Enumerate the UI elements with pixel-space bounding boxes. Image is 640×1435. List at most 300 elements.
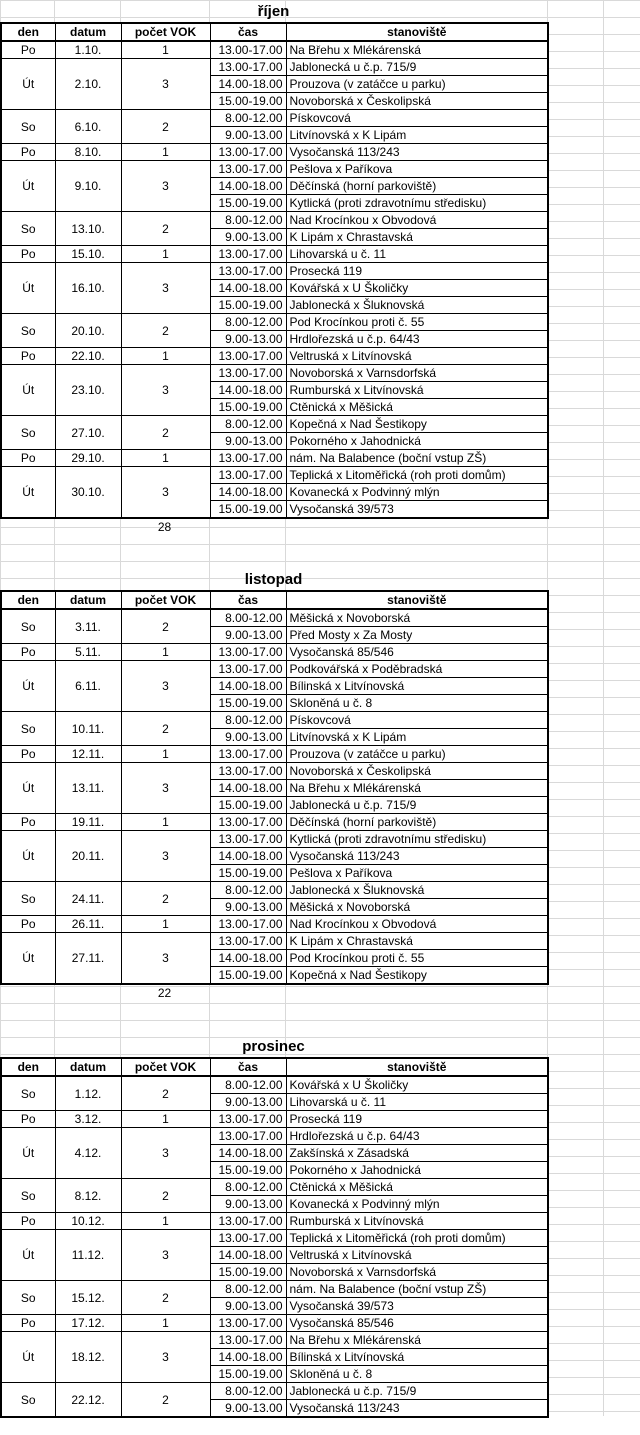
- time-cell[interactable]: 13.00-17.00: [210, 831, 286, 848]
- day-cell[interactable]: So: [1, 1281, 55, 1315]
- location-cell[interactable]: Pešlova x Paříkova: [286, 865, 548, 882]
- date-cell[interactable]: 5.11.: [55, 644, 121, 661]
- location-cell[interactable]: Hrdlořezská u č.p. 64/43: [286, 331, 548, 348]
- day-cell[interactable]: Út: [1, 365, 55, 416]
- count-cell[interactable]: 2: [121, 110, 210, 144]
- date-cell[interactable]: 10.12.: [55, 1213, 121, 1230]
- table-row: [1, 1281, 548, 1298]
- date-cell[interactable]: 6.10.: [55, 110, 121, 144]
- count-cell[interactable]: 1: [121, 348, 210, 365]
- time-cell[interactable]: 8.00-12.00: [210, 1383, 286, 1400]
- location-cell[interactable]: Litvínovská x K Lipám: [286, 729, 548, 746]
- table-row: [1, 1315, 548, 1332]
- time-cell[interactable]: 13.00-17.00: [210, 1332, 286, 1349]
- location-cell[interactable]: Rumburská x Litvínovská: [286, 1213, 548, 1230]
- table-row: [1, 661, 548, 678]
- day-cell[interactable]: Út: [1, 831, 55, 882]
- location-cell[interactable]: Veltruská x Litvínovská: [286, 348, 548, 365]
- table-row: [1, 1230, 548, 1247]
- time-cell[interactable]: 9.00-13.00: [210, 1400, 286, 1418]
- header-location[interactable]: stanoviště: [286, 23, 548, 41]
- location-cell[interactable]: Teplická x Litoměřická (roh proti domům): [286, 467, 548, 484]
- location-cell[interactable]: Litvínovská x K Lipám: [286, 127, 548, 144]
- location-cell[interactable]: Ctěnická x Měšická: [286, 1179, 548, 1196]
- location-cell[interactable]: Pod Krocínkou proti č. 55: [286, 314, 548, 331]
- location-cell[interactable]: Pokorného x Jahodnická: [286, 433, 548, 450]
- location-cell[interactable]: Lihovarská u č. 11: [286, 246, 548, 263]
- time-cell[interactable]: 14.00-18.00: [210, 848, 286, 865]
- location-cell[interactable]: Jablonecká x Šluknovská: [286, 882, 548, 899]
- location-cell[interactable]: Jablonecká u č.p. 715/9: [286, 797, 548, 814]
- location-cell[interactable]: Vysočanská 113/243: [286, 1400, 548, 1418]
- date-cell[interactable]: 9.10.: [55, 161, 121, 212]
- count-cell[interactable]: 2: [121, 416, 210, 450]
- day-cell[interactable]: So: [1, 110, 55, 144]
- day-cell[interactable]: Út: [1, 661, 55, 712]
- day-cell[interactable]: Út: [1, 763, 55, 814]
- day-cell[interactable]: Po: [1, 41, 55, 59]
- time-cell[interactable]: 13.00-17.00: [210, 1213, 286, 1230]
- time-cell[interactable]: 9.00-13.00: [210, 229, 286, 246]
- location-cell[interactable]: Prouzova (v zatáčce u parku): [286, 76, 548, 93]
- date-cell[interactable]: 11.12.: [55, 1230, 121, 1281]
- day-cell[interactable]: So: [1, 1383, 55, 1418]
- count-cell[interactable]: 1: [121, 746, 210, 763]
- location-cell[interactable]: Bílinská x Litvínovská: [286, 1349, 548, 1366]
- location-cell[interactable]: K Lipám x Chrastavská: [286, 229, 548, 246]
- date-cell[interactable]: 13.10.: [55, 212, 121, 246]
- table-row: [1, 1111, 548, 1128]
- table-row: [1, 814, 548, 831]
- header-count[interactable]: počet VOK: [121, 1058, 210, 1076]
- month-title[interactable]: listopad: [244, 571, 303, 588]
- date-cell[interactable]: 8.10.: [55, 144, 121, 161]
- location-cell[interactable]: Kovářská x U Školičky: [286, 1076, 548, 1094]
- schedule-table: [0, 22, 549, 519]
- table-row: [1, 212, 548, 229]
- date-cell[interactable]: 20.10.: [55, 314, 121, 348]
- date-cell[interactable]: 3.11.: [55, 609, 121, 644]
- table-row: [1, 41, 548, 59]
- location-cell[interactable]: Prosecká 119: [286, 263, 548, 280]
- time-cell[interactable]: 15.00-19.00: [210, 195, 286, 212]
- location-cell[interactable]: Novoborská x Varnsdorfská: [286, 365, 548, 382]
- table-row: [1, 263, 548, 280]
- date-cell[interactable]: 22.12.: [55, 1383, 121, 1418]
- time-cell[interactable]: 15.00-19.00: [210, 1162, 286, 1179]
- header-location[interactable]: stanoviště: [286, 591, 548, 609]
- time-cell[interactable]: 15.00-19.00: [210, 967, 286, 985]
- day-cell[interactable]: Út: [1, 1230, 55, 1281]
- count-cell[interactable]: 1: [121, 450, 210, 467]
- header-row: [1, 1058, 548, 1076]
- time-cell[interactable]: 15.00-19.00: [210, 1366, 286, 1383]
- count-cell[interactable]: 3: [121, 831, 210, 882]
- table-row: [1, 1179, 548, 1196]
- day-cell[interactable]: Po: [1, 1315, 55, 1332]
- header-date[interactable]: datum: [55, 1058, 121, 1076]
- time-cell[interactable]: 13.00-17.00: [210, 916, 286, 933]
- count-cell[interactable]: 2: [121, 1179, 210, 1213]
- count-cell[interactable]: 3: [121, 933, 210, 985]
- count-cell[interactable]: 3: [121, 59, 210, 110]
- header-row: [1, 591, 548, 609]
- table-row: [1, 763, 548, 780]
- date-cell[interactable]: 27.11.: [55, 933, 121, 985]
- location-cell[interactable]: Před Mosty x Za Mosty: [286, 627, 548, 644]
- location-cell[interactable]: Děčínská (horní parkoviště): [286, 814, 548, 831]
- count-cell[interactable]: 1: [121, 246, 210, 263]
- count-cell[interactable]: 3: [121, 1128, 210, 1179]
- time-cell[interactable]: 8.00-12.00: [210, 212, 286, 229]
- location-cell[interactable]: Na Břehu x Mlékárenská: [286, 1332, 548, 1349]
- count-cell[interactable]: 3: [121, 1230, 210, 1281]
- location-cell[interactable]: Novoborská x Českolipská: [286, 93, 548, 110]
- time-cell[interactable]: 9.00-13.00: [210, 1298, 286, 1315]
- time-cell[interactable]: 15.00-19.00: [210, 1264, 286, 1281]
- time-cell[interactable]: 13.00-17.00: [210, 1315, 286, 1332]
- count-cell[interactable]: 2: [121, 314, 210, 348]
- time-cell[interactable]: 13.00-17.00: [210, 644, 286, 661]
- time-cell[interactable]: 13.00-17.00: [210, 263, 286, 280]
- time-cell[interactable]: 14.00-18.00: [210, 76, 286, 93]
- day-cell[interactable]: Po: [1, 814, 55, 831]
- location-cell[interactable]: Novoborská x Varnsdorfská: [286, 1264, 548, 1281]
- month-total-cell[interactable]: [120, 1418, 209, 1435]
- location-cell[interactable]: Nad Krocínkou x Obvodová: [286, 212, 548, 229]
- header-date[interactable]: datum: [55, 23, 121, 41]
- count-cell[interactable]: 1: [121, 1213, 210, 1230]
- time-cell[interactable]: 13.00-17.00: [210, 246, 286, 263]
- day-cell[interactable]: Po: [1, 450, 55, 467]
- table-row: [1, 467, 548, 484]
- time-cell[interactable]: 13.00-17.00: [210, 1230, 286, 1247]
- count-cell[interactable]: 3: [121, 161, 210, 212]
- table-row: [1, 246, 548, 263]
- time-cell[interactable]: 13.00-17.00: [210, 814, 286, 831]
- day-cell[interactable]: Po: [1, 644, 55, 661]
- location-cell[interactable]: nám. Na Balabence (boční vstup ZŠ): [286, 1281, 548, 1298]
- table-row: [1, 1213, 548, 1230]
- location-cell[interactable]: Pokorného x Jahodnická: [286, 1162, 548, 1179]
- header-day[interactable]: den: [1, 591, 55, 609]
- location-cell[interactable]: Podkovářská x Poděbradská: [286, 661, 548, 678]
- date-cell[interactable]: 12.11.: [55, 746, 121, 763]
- day-cell[interactable]: Út: [1, 263, 55, 314]
- count-cell[interactable]: 1: [121, 1111, 210, 1128]
- count-cell[interactable]: 3: [121, 763, 210, 814]
- count-cell[interactable]: 1: [121, 916, 210, 933]
- time-cell[interactable]: 13.00-17.00: [210, 161, 286, 178]
- location-cell[interactable]: Jablonecká x Šluknovská: [286, 297, 548, 314]
- time-cell[interactable]: 9.00-13.00: [210, 729, 286, 746]
- location-cell[interactable]: Teplická x Litoměřická (roh proti domům): [286, 1230, 548, 1247]
- date-cell[interactable]: 8.12.: [55, 1179, 121, 1213]
- count-cell[interactable]: 1: [121, 644, 210, 661]
- header-time[interactable]: čas: [210, 591, 286, 609]
- date-cell[interactable]: 18.12.: [55, 1332, 121, 1383]
- table-row: [1, 450, 548, 467]
- count-cell[interactable]: 3: [121, 263, 210, 314]
- day-cell[interactable]: Po: [1, 348, 55, 365]
- month-total-cell[interactable]: 28: [157, 520, 172, 534]
- time-cell[interactable]: 8.00-12.00: [210, 712, 286, 729]
- table-row: [1, 933, 548, 950]
- time-cell[interactable]: 8.00-12.00: [210, 1179, 286, 1196]
- count-cell[interactable]: 3: [121, 1332, 210, 1383]
- location-cell[interactable]: Rumburská x Litvínovská: [286, 382, 548, 399]
- location-cell[interactable]: Nad Krocínkou x Obvodová: [286, 916, 548, 933]
- time-cell[interactable]: 14.00-18.00: [210, 950, 286, 967]
- header-date[interactable]: datum: [55, 591, 121, 609]
- location-cell[interactable]: Kytlická (proti zdravotnímu středisku): [286, 831, 548, 848]
- time-cell[interactable]: 15.00-19.00: [210, 797, 286, 814]
- location-cell[interactable]: Pískovcová: [286, 712, 548, 729]
- time-cell[interactable]: 15.00-19.00: [210, 501, 286, 519]
- count-cell[interactable]: 1: [121, 814, 210, 831]
- date-cell[interactable]: 15.10.: [55, 246, 121, 263]
- table-row: [1, 1128, 548, 1145]
- table-row: [1, 831, 548, 848]
- month-total-cell[interactable]: 22: [157, 986, 172, 1000]
- time-cell[interactable]: 14.00-18.00: [210, 484, 286, 501]
- count-cell[interactable]: 1: [121, 144, 210, 161]
- location-cell[interactable]: Pod Krocínkou proti č. 55: [286, 950, 548, 967]
- header-day[interactable]: den: [1, 1058, 55, 1076]
- date-cell[interactable]: 3.12.: [55, 1111, 121, 1128]
- location-cell[interactable]: Kytlická (proti zdravotnímu středisku): [286, 195, 548, 212]
- date-cell[interactable]: 13.11.: [55, 763, 121, 814]
- location-cell[interactable]: Vysočanská 85/546: [286, 1315, 548, 1332]
- location-cell[interactable]: Prouzova (v zatáčce u parku): [286, 746, 548, 763]
- time-cell[interactable]: 9.00-13.00: [210, 899, 286, 916]
- location-cell[interactable]: Vysočanská 39/573: [286, 1298, 548, 1315]
- table-row: [1, 416, 548, 433]
- location-cell[interactable]: Skloněná u č. 8: [286, 1366, 548, 1383]
- time-cell[interactable]: 15.00-19.00: [210, 297, 286, 314]
- time-cell[interactable]: 9.00-13.00: [210, 1196, 286, 1213]
- time-cell[interactable]: 14.00-18.00: [210, 280, 286, 297]
- count-cell[interactable]: 2: [121, 609, 210, 644]
- day-cell[interactable]: So: [1, 1179, 55, 1213]
- header-time[interactable]: čas: [210, 23, 286, 41]
- day-cell[interactable]: Po: [1, 916, 55, 933]
- header-row: [1, 23, 548, 41]
- date-cell[interactable]: 29.10.: [55, 450, 121, 467]
- time-cell[interactable]: 13.00-17.00: [210, 1111, 286, 1128]
- date-cell[interactable]: 27.10.: [55, 416, 121, 450]
- time-cell[interactable]: 9.00-13.00: [210, 433, 286, 450]
- location-cell[interactable]: nám. Na Balabence (boční vstup ZŠ): [286, 450, 548, 467]
- header-count[interactable]: počet VOK: [121, 591, 210, 609]
- time-cell[interactable]: 8.00-12.00: [210, 609, 286, 627]
- date-cell[interactable]: 15.12.: [55, 1281, 121, 1315]
- date-cell[interactable]: 16.10.: [55, 263, 121, 314]
- time-cell[interactable]: 14.00-18.00: [210, 1247, 286, 1264]
- location-cell[interactable]: Měšická x Novoborská: [286, 899, 548, 916]
- location-cell[interactable]: Kovanecká x Podvinný mlýn: [286, 484, 548, 501]
- table-row: [1, 110, 548, 127]
- location-cell[interactable]: Pískovcová: [286, 110, 548, 127]
- table-row: [1, 161, 548, 178]
- location-cell[interactable]: Bílinská x Litvínovská: [286, 678, 548, 695]
- day-cell[interactable]: Út: [1, 933, 55, 985]
- day-cell[interactable]: So: [1, 212, 55, 246]
- time-cell[interactable]: 13.00-17.00: [210, 450, 286, 467]
- location-cell[interactable]: Jablonecká u č.p. 715/9: [286, 59, 548, 76]
- time-cell[interactable]: 15.00-19.00: [210, 865, 286, 882]
- time-cell[interactable]: 8.00-12.00: [210, 882, 286, 899]
- time-cell[interactable]: 13.00-17.00: [210, 41, 286, 59]
- time-cell[interactable]: 15.00-19.00: [210, 695, 286, 712]
- date-cell[interactable]: 24.11.: [55, 882, 121, 916]
- date-cell[interactable]: 2.10.: [55, 59, 121, 110]
- time-cell[interactable]: 13.00-17.00: [210, 59, 286, 76]
- time-cell[interactable]: 14.00-18.00: [210, 178, 286, 195]
- location-cell[interactable]: Kovářská x U Školičky: [286, 280, 548, 297]
- location-cell[interactable]: Na Břehu x Mlékárenská: [286, 780, 548, 797]
- time-cell[interactable]: 13.00-17.00: [210, 467, 286, 484]
- time-cell[interactable]: 9.00-13.00: [210, 127, 286, 144]
- day-cell[interactable]: Út: [1, 59, 55, 110]
- header-day[interactable]: den: [1, 23, 55, 41]
- location-cell[interactable]: K Lipám x Chrastavská: [286, 933, 548, 950]
- location-cell[interactable]: Vysočanská 113/243: [286, 848, 548, 865]
- time-cell[interactable]: 13.00-17.00: [210, 763, 286, 780]
- count-cell[interactable]: 1: [121, 41, 210, 59]
- count-cell[interactable]: 1: [121, 1315, 210, 1332]
- time-cell[interactable]: 8.00-12.00: [210, 416, 286, 433]
- location-cell[interactable]: Hrdlořezská u č.p. 64/43: [286, 1128, 548, 1145]
- time-cell[interactable]: 9.00-13.00: [210, 627, 286, 644]
- day-cell[interactable]: Po: [1, 746, 55, 763]
- location-cell[interactable]: Ctěnická x Měšická: [286, 399, 548, 416]
- day-cell[interactable]: So: [1, 314, 55, 348]
- time-cell[interactable]: 14.00-18.00: [210, 1349, 286, 1366]
- count-cell[interactable]: 2: [121, 1281, 210, 1315]
- date-cell[interactable]: 17.12.: [55, 1315, 121, 1332]
- time-cell[interactable]: 13.00-17.00: [210, 661, 286, 678]
- header-count[interactable]: počet VOK: [121, 23, 210, 41]
- location-cell[interactable]: Vysočanská 39/573: [286, 501, 548, 519]
- location-cell[interactable]: Pešlova x Paříkova: [286, 161, 548, 178]
- table-row: [1, 609, 548, 627]
- table-row: [1, 59, 548, 76]
- table-row: [1, 1076, 548, 1094]
- day-cell[interactable]: So: [1, 416, 55, 450]
- time-cell[interactable]: 9.00-13.00: [210, 1094, 286, 1111]
- time-cell[interactable]: 8.00-12.00: [210, 1281, 286, 1298]
- day-cell[interactable]: So: [1, 609, 55, 644]
- time-cell[interactable]: 14.00-18.00: [210, 678, 286, 695]
- time-cell[interactable]: 13.00-17.00: [210, 746, 286, 763]
- day-cell[interactable]: Út: [1, 161, 55, 212]
- date-cell[interactable]: 22.10.: [55, 348, 121, 365]
- count-cell[interactable]: 2: [121, 1383, 210, 1418]
- day-cell[interactable]: Út: [1, 467, 55, 519]
- time-cell[interactable]: 14.00-18.00: [210, 1145, 286, 1162]
- table-row: [1, 644, 548, 661]
- location-cell[interactable]: Zakšínská x Zásadská: [286, 1145, 548, 1162]
- date-cell[interactable]: 20.11.: [55, 831, 121, 882]
- count-cell[interactable]: 3: [121, 467, 210, 519]
- time-cell[interactable]: 13.00-17.00: [210, 348, 286, 365]
- location-cell[interactable]: Kopečná x Nad Šestikopy: [286, 967, 548, 985]
- location-cell[interactable]: Vysočanská 113/243: [286, 144, 548, 161]
- table-row: [1, 314, 548, 331]
- count-cell[interactable]: 3: [121, 365, 210, 416]
- time-cell[interactable]: 13.00-17.00: [210, 365, 286, 382]
- date-cell[interactable]: 4.12.: [55, 1128, 121, 1179]
- count-cell[interactable]: 2: [121, 712, 210, 746]
- count-cell[interactable]: 2: [121, 1076, 210, 1111]
- day-cell[interactable]: So: [1, 882, 55, 916]
- date-cell[interactable]: 30.10.: [55, 467, 121, 519]
- day-cell[interactable]: Po: [1, 246, 55, 263]
- day-cell[interactable]: So: [1, 1076, 55, 1111]
- location-cell[interactable]: Děčínská (horní parkoviště): [286, 178, 548, 195]
- location-cell[interactable]: Prosecká 119: [286, 1111, 548, 1128]
- date-cell[interactable]: 23.10.: [55, 365, 121, 416]
- time-cell[interactable]: 9.00-13.00: [210, 331, 286, 348]
- location-cell[interactable]: Kopečná x Nad Šestikopy: [286, 416, 548, 433]
- time-cell[interactable]: 8.00-12.00: [210, 110, 286, 127]
- time-cell[interactable]: 13.00-17.00: [210, 933, 286, 950]
- count-cell[interactable]: 2: [121, 882, 210, 916]
- date-cell[interactable]: 10.11.: [55, 712, 121, 746]
- month-title[interactable]: říjen: [257, 3, 290, 20]
- header-time[interactable]: čas: [210, 1058, 286, 1076]
- day-cell[interactable]: Po: [1, 144, 55, 161]
- count-cell[interactable]: 2: [121, 212, 210, 246]
- time-cell[interactable]: 15.00-19.00: [210, 93, 286, 110]
- time-cell[interactable]: 8.00-12.00: [210, 314, 286, 331]
- day-cell[interactable]: Út: [1, 1332, 55, 1383]
- location-cell[interactable]: Skloněná u č. 8: [286, 695, 548, 712]
- date-cell[interactable]: 6.11.: [55, 661, 121, 712]
- location-cell[interactable]: Na Břehu x Mlékárenská: [286, 41, 548, 59]
- date-cell[interactable]: 1.12.: [55, 1076, 121, 1111]
- schedule-table: [0, 1057, 549, 1418]
- table-row: [1, 144, 548, 161]
- day-cell[interactable]: Po: [1, 1111, 55, 1128]
- date-cell[interactable]: 19.11.: [55, 814, 121, 831]
- time-cell[interactable]: 13.00-17.00: [210, 1128, 286, 1145]
- time-cell[interactable]: 8.00-12.00: [210, 1076, 286, 1094]
- header-location[interactable]: stanoviště: [286, 1058, 548, 1076]
- time-cell[interactable]: 14.00-18.00: [210, 382, 286, 399]
- day-cell[interactable]: Po: [1, 1213, 55, 1230]
- time-cell[interactable]: 13.00-17.00: [210, 144, 286, 161]
- count-cell[interactable]: 3: [121, 661, 210, 712]
- location-cell[interactable]: Kovanecká x Podvinný mlýn: [286, 1196, 548, 1213]
- location-cell[interactable]: Lihovarská u č. 11: [286, 1094, 548, 1111]
- location-cell[interactable]: Novoborská x Českolipská: [286, 763, 548, 780]
- date-cell[interactable]: 26.11.: [55, 916, 121, 933]
- month-title[interactable]: prosinec: [242, 1038, 305, 1055]
- schedule-table: [0, 590, 549, 985]
- table-row: [1, 1332, 548, 1349]
- location-cell[interactable]: Veltruská x Litvínovská: [286, 1247, 548, 1264]
- time-cell[interactable]: 15.00-19.00: [210, 399, 286, 416]
- location-cell[interactable]: Měšická x Novoborská: [286, 609, 548, 627]
- day-cell[interactable]: So: [1, 712, 55, 746]
- time-cell[interactable]: 14.00-18.00: [210, 780, 286, 797]
- location-cell[interactable]: Vysočanská 85/546: [286, 644, 548, 661]
- date-cell[interactable]: 1.10.: [55, 41, 121, 59]
- location-cell[interactable]: Jablonecká u č.p. 715/9: [286, 1383, 548, 1400]
- day-cell[interactable]: Út: [1, 1128, 55, 1179]
